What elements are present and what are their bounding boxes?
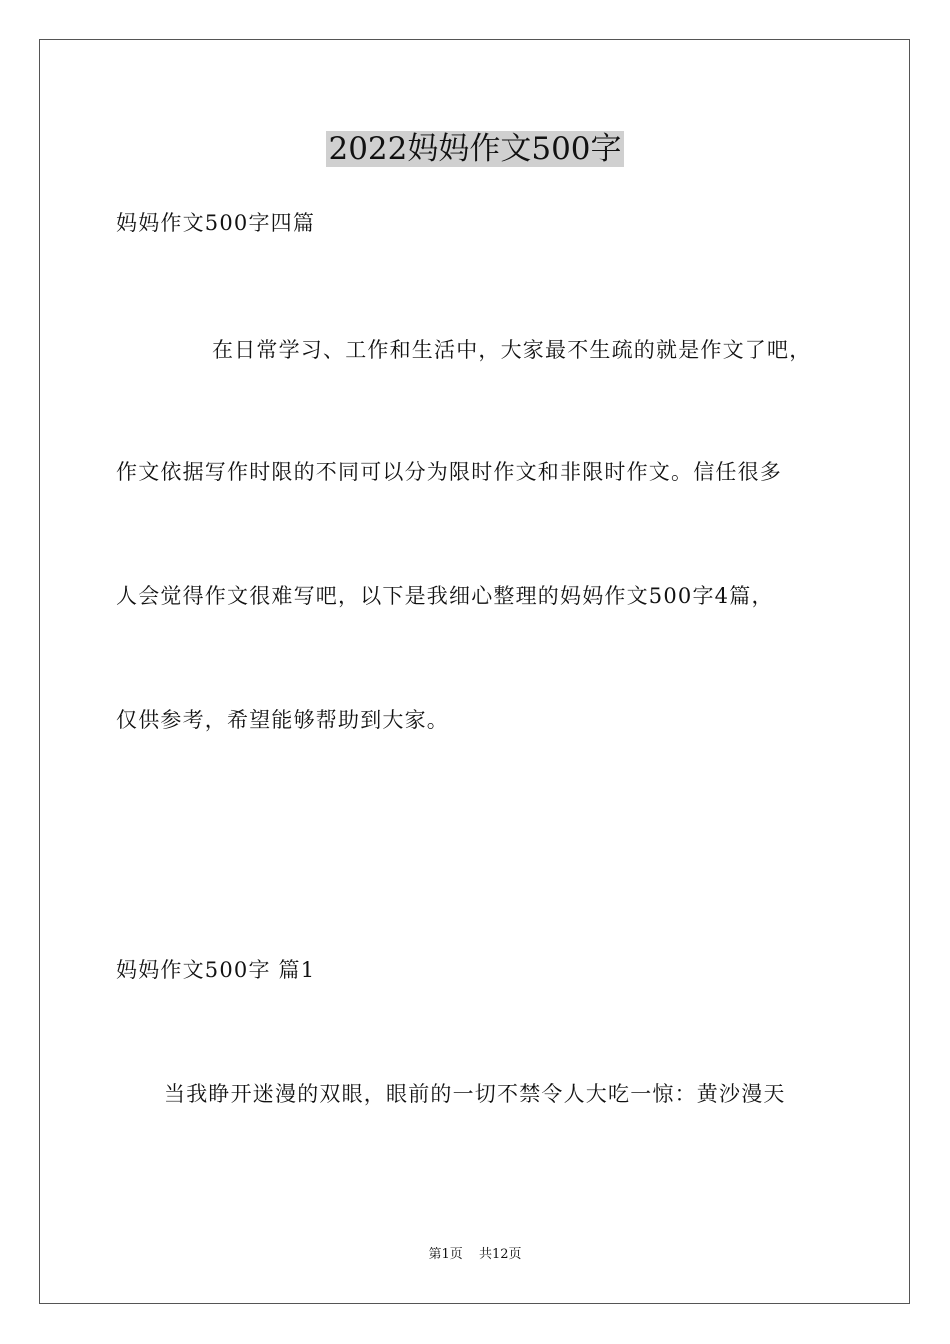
intro-line-4: 仅供参考，希望能够帮助到大家。 <box>116 708 449 732</box>
page-footer <box>0 1246 950 1264</box>
intro-line-2: 作文依据写作时限的不同可以分为限时作文和非限时作文。信任很多 <box>116 460 782 484</box>
document-title-text: 2022妈妈作文500字 <box>328 131 622 167</box>
intro-line-3: 人会觉得作文很难写吧，以下是我细心整理的妈妈作文500字4篇， <box>116 584 774 608</box>
intro-line-1: 在日常学习、工作和生活中，大家最不生疏的就是作文了吧， <box>212 338 812 362</box>
document-title <box>0 127 950 171</box>
section-first-line: 当我睁开迷漫的双眼，眼前的一切不禁令人大吃一惊：黄沙漫天 <box>164 1082 786 1106</box>
document-subtitle: 妈妈作文500字四篇 <box>116 211 316 235</box>
page-total: 共12页 <box>478 1247 522 1262</box>
page-number: 第1页 <box>428 1247 463 1262</box>
section-heading: 妈妈作文500字 篇1 <box>116 958 316 982</box>
